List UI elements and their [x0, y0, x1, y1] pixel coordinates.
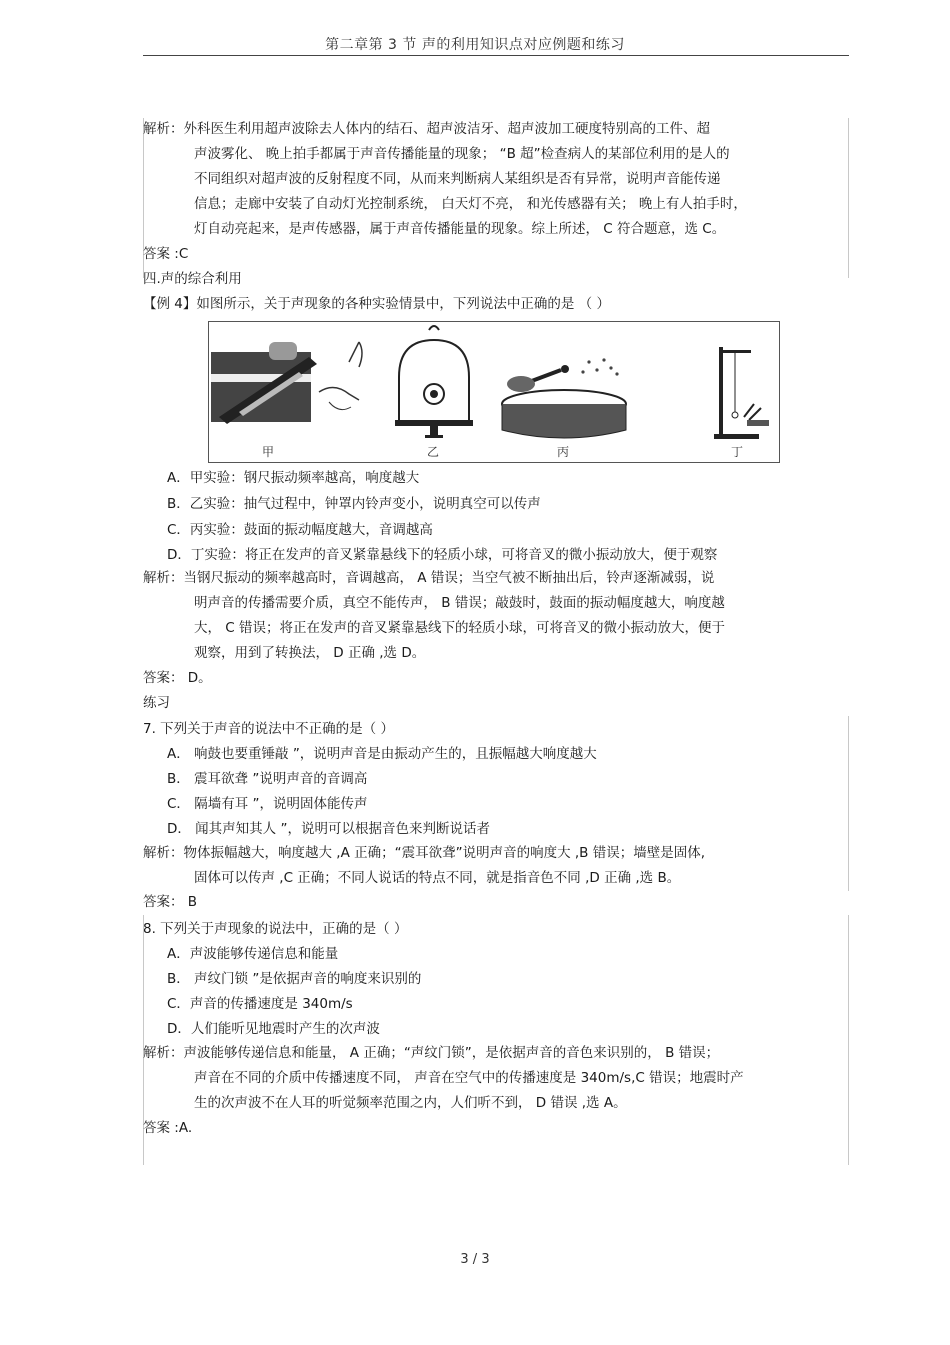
q8-option-c: C．声音的传播速度是 340m/s — [167, 996, 353, 1012]
option-b: B．乙实验：抽气过程中，钟罩内铃声变小，说明真空可以传声 — [167, 496, 541, 512]
q7-answer: 答案： B — [143, 894, 198, 910]
question-7: 7. 下列关于声音的说法中不正确的是（ ） — [143, 721, 394, 737]
q7-analysis-line: 固体可以传声 ,C 正确；不同人说话的特点不同，就是指音色不同 ,D 正确 ,选 B。 — [194, 870, 681, 886]
example-question: 【例 4】如图所示，关于声现象的各种实验情景中，下列说法中正确的是 （ ） — [143, 296, 610, 312]
q8-option-a: A．声波能够传递信息和能量 — [167, 946, 339, 962]
analysis-line: 大， C 错误；将正在发声的音叉紧靠悬线下的轻质小球，可将音叉的微小振动放大，便于 — [194, 620, 726, 636]
figure-label-ding: 丁 — [731, 445, 744, 459]
section-border-right-3 — [848, 915, 849, 1165]
figure-label-yi: 乙 — [427, 445, 440, 459]
q7-option-c: C． 隔墙有耳 ”，说明固体能传声 — [167, 796, 368, 812]
q8-option-b: B． 声纹门锁 ”是依据声音的响度来识别的 — [167, 971, 422, 987]
analysis-line: 声波雾化、 晚上拍手都属于声音传播能量的现象； “B 超”检查病人的某部位利用的是人的 — [194, 146, 730, 162]
q8-analysis-line: 声音在不同的介质中传播速度不同， 声音在空气中的传播速度是 340m/s,C 错误；地震时产 — [194, 1070, 744, 1086]
header-rule — [143, 55, 849, 56]
section-heading: 四.声的综合利用 — [143, 271, 242, 287]
experiment-figure — [208, 321, 780, 463]
analysis-line: 不同组织对超声波的反射程度不同，从而来判断病人某组织是否有异常，说明声音能传递 — [194, 171, 721, 187]
tuning-fork-drawing — [714, 347, 769, 439]
option-d: D．丁实验：将正在发声的音叉紧靠悬线下的轻质小球，可将音叉的微小振动放大，便于观察 — [167, 547, 718, 563]
q7-option-b: B． 震耳欲聋 ”说明声音的音调高 — [167, 771, 368, 787]
q8-analysis-line: 生的次声波不在人耳的听觉频率范围之内，人们听不到， D 错误 ,选 A。 — [194, 1095, 627, 1111]
analysis-line: 灯自动亮起来，是声传感器，属于声音传播能量的现象。综上所述， C 符合题意，选 C。 — [194, 221, 726, 237]
q7-option-a: A． 响鼓也要重锤敲 ”，说明声音是由振动产生的，且振幅越大响度越大 — [167, 746, 597, 762]
experiment-illustration — [209, 322, 779, 462]
section-border-right-2 — [848, 716, 849, 891]
figure-label-bing: 丙 — [557, 445, 570, 459]
page-header-title: 第二章第 3 节 声的利用知识点对应例题和练习 — [325, 37, 625, 53]
analysis-line: 观察，用到了转换法， D 正确 ,选 D。 — [194, 645, 426, 661]
option-a: A．甲实验：钢尺振动频率越高，响度越大 — [167, 470, 420, 486]
analysis-line: 解析：当钢尺振动的频率越高时，音调越高， A 错误；当空气被不断抽出后，铃声逐渐减弱，说 — [143, 570, 715, 586]
page-number: 3 / 3 — [460, 1252, 490, 1267]
section-border-right — [848, 118, 849, 278]
bell-jar-drawing — [395, 326, 473, 438]
analysis-line: 明声音的传播需要介质，真空不能传声， B 错误；敲鼓时，鼓面的振动幅度越大，响度越 — [194, 595, 725, 611]
analysis-line: 信息；走廊中安装了自动灯光控制系统， 白天灯不亮， 和光传感器有关； 晚上有人拍手时， — [194, 196, 747, 212]
figure-label-jia: 甲 — [262, 445, 275, 459]
q8-answer: 答案 :A. — [143, 1120, 193, 1136]
q8-option-d: D．人们能听见地震时产生的次声波 — [167, 1021, 380, 1037]
q7-analysis-line: 解析：物体振幅越大，响度越大 ,A 正确；“震耳欲聋”说明声音的响度大 ,B 错误；墙壁是固体, — [143, 845, 706, 861]
answer-line: 答案 :C — [143, 246, 189, 262]
answer-line: 答案： D。 — [143, 670, 212, 686]
practice-heading: 练习 — [143, 695, 170, 711]
q7-option-d: D． 闻其声知其人 ”，说明可以根据音色来判断说话者 — [167, 821, 490, 837]
ruler-experiment-drawing — [211, 342, 362, 424]
q8-analysis-line: 解析：声波能够传递信息和能量， A 正确；“声纹门锁”，是依据声音的音色来识别的， B 错误； — [143, 1045, 720, 1061]
analysis-line: 解析：外科医生利用超声波除去人体内的结石、超声波洁牙、超声波加工硬度特别高的工件、超 — [143, 121, 710, 137]
drum-drawing — [502, 358, 626, 438]
question-8: 8. 下列关于声现象的说法中，正确的是（ ） — [143, 921, 408, 937]
option-c: C．丙实验：鼓面的振动幅度越大，音调越高 — [167, 522, 433, 538]
